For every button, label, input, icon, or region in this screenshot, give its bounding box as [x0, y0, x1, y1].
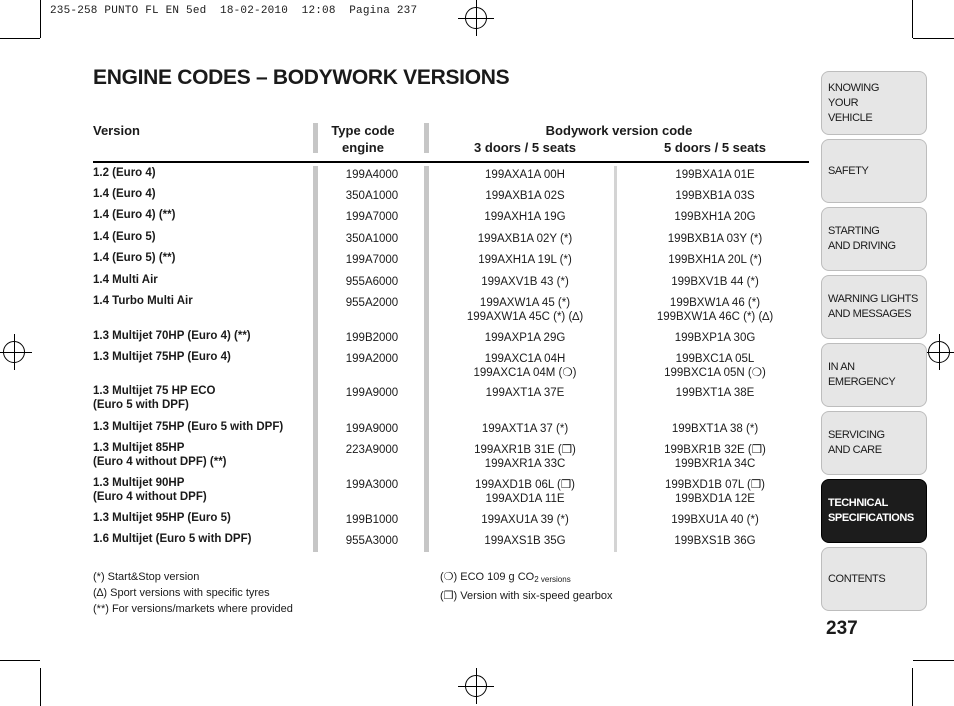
footnote-eco: (❍) ECO 109 g $CO_{2 versions}$ — [440, 571, 571, 584]
footnote-markets: (**) For versions/markets where provided — [93, 603, 293, 615]
print-header: 235-258 PUNTO FL EN 5ed 18-02-2010 12:08 Pagina 237 — [50, 5, 418, 17]
cell-version: 1.4 (Euro 5) — [93, 231, 156, 243]
cell-engine-code: 223A9000 — [345, 444, 399, 456]
registration-mark-left — [3, 341, 25, 363]
cell-engine-code: 350A1000 — [345, 233, 399, 245]
cell-version: 1.2 (Euro 4) — [93, 167, 156, 179]
header-rule — [93, 161, 809, 163]
crop-mark — [40, 0, 41, 38]
header-version: Version — [93, 123, 140, 138]
header-bodywork: Bodywork version code — [545, 123, 693, 138]
header-engine: engine — [342, 140, 384, 155]
crop-mark — [913, 660, 954, 661]
header-three-doors: 3 doors / 5 seats — [474, 140, 576, 155]
registration-mark-right — [928, 341, 950, 363]
column-separator — [424, 166, 429, 552]
cell-three-doors: 199AXB1A 02S — [485, 190, 565, 202]
sidebar-tab-label: WARNING LIGHTS AND MESSAGES — [828, 293, 918, 320]
cell-three-doors: 199AXT1A 37E — [485, 387, 565, 399]
cell-three-doors: 199AXH1A 19G — [484, 211, 566, 223]
cell-three-doors: 199AXR1B 31E (❒) 199AXR1A 33C — [474, 444, 576, 470]
column-separator — [424, 123, 429, 153]
cell-engine-code: 199A2000 — [345, 353, 399, 365]
cell-engine-code: 199B1000 — [345, 514, 399, 526]
sidebar-tab-label: CONTENTS — [828, 572, 886, 585]
footnote-start-stop: (*) Start&Stop version — [93, 571, 200, 583]
cell-version: 1.3 Multijet 95HP (Euro 5) — [93, 512, 231, 524]
crop-mark — [40, 668, 41, 706]
cell-three-doors: 199AXC1A 04H 199AXC1A 04M (❍) — [473, 353, 577, 379]
footnotes-left — [93, 569, 293, 617]
cell-three-doors: 199AXS1B 35G — [484, 535, 566, 547]
sidebar-tab-contents[interactable] — [821, 547, 927, 611]
column-separator — [313, 123, 318, 153]
cell-three-doors: 199AXB1A 02Y (*) — [477, 233, 573, 245]
cell-version: 1.4 (Euro 5) (**) — [93, 252, 176, 264]
sidebar-tab-starting-and-driving[interactable] — [821, 207, 927, 271]
cell-version: 1.4 Multi Air — [93, 274, 158, 286]
cell-version: 1.3 Multijet 75HP (Euro 5 with DPF) — [93, 421, 284, 433]
cell-five-doors: 199BXR1B 32E (❒) 199BXR1A 34C — [664, 444, 766, 470]
cell-version: 1.3 Multijet 90HP (Euro 4 without DPF) — [93, 477, 207, 503]
cell-five-doors: 199BXD1B 07L (❒) 199BXD1A 12E — [664, 479, 766, 505]
cell-five-doors: 199BXH1A 20L (*) — [668, 254, 762, 266]
crop-mark — [912, 0, 913, 38]
footnote-gearbox: (❒) Version with six-speed gearbox — [440, 590, 613, 602]
cell-three-doors: 199AXW1A 45 (*) 199AXW1A 45C (*) (∆) — [466, 297, 584, 323]
crop-mark — [912, 668, 913, 706]
cell-version: 1.3 Multijet 75 HP ECO (Euro 5 with DPF) — [93, 385, 216, 411]
cell-engine-code: 955A2000 — [345, 297, 399, 309]
cell-five-doors: 199BXV1B 44 (*) — [671, 276, 759, 288]
sidebar-tab-label: IN AN EMERGENCY — [828, 361, 896, 388]
cell-five-doors: 199BXC1A 05L 199BXC1A 05N (❍) — [664, 353, 766, 379]
header-five-doors: 5 doors / 5 seats — [664, 140, 766, 155]
cell-version: 1.6 Multijet (Euro 5 with DPF) — [93, 533, 252, 545]
cell-three-doors: 199AXH1A 19L (*) — [478, 254, 572, 266]
sidebar-tab-warning-lights-and-messages[interactable] — [821, 275, 927, 339]
registration-mark-bottom — [465, 675, 487, 697]
sidebar-tab-servicing-and-care[interactable] — [821, 411, 927, 475]
cell-engine-code: 955A3000 — [345, 535, 399, 547]
sidebar-tab-knowing-your-vehicle[interactable] — [821, 71, 927, 135]
sidebar-tab-label: STARTING AND DRIVING — [828, 225, 896, 252]
cell-engine-code: 199A9000 — [345, 423, 399, 435]
sidebar-tab-label: SAFETY — [828, 164, 869, 177]
cell-five-doors: 199BXS1B 36G — [674, 535, 756, 547]
cell-five-doors: 199BXT1A 38E — [675, 387, 755, 399]
cell-three-doors: 199AXP1A 29G — [484, 332, 566, 344]
cell-three-doors: 199AXU1A 39 (*) — [481, 514, 569, 526]
cell-engine-code: 199A3000 — [345, 479, 399, 491]
cell-five-doors: 199BXT1A 38 (*) — [671, 423, 759, 435]
cell-five-doors: 199BXB1A 03S — [675, 190, 755, 202]
sidebar-tab-in-an-emergency[interactable] — [821, 343, 927, 407]
cell-engine-code: 955A6000 — [345, 276, 399, 288]
cell-version: 1.3 Multijet 70HP (Euro 4) (**) — [93, 330, 251, 342]
cell-three-doors: 199AXA1A 00H — [485, 169, 565, 181]
cell-version: 1.4 Turbo Multi Air — [93, 295, 193, 307]
header-type-code: Type code — [331, 123, 395, 138]
sidebar-tab-safety[interactable] — [821, 139, 927, 203]
cell-five-doors: 199BXA1A 01E — [675, 169, 755, 181]
cell-engine-code: 199A9000 — [345, 387, 399, 399]
cell-three-doors: 199AXT1A 37 (*) — [481, 423, 569, 435]
cell-five-doors: 199BXP1A 30G — [674, 332, 756, 344]
cell-three-doors: 199AXV1B 43 (*) — [481, 276, 569, 288]
sidebar-tab-label: KNOWING YOUR VEHICLE — [828, 81, 879, 124]
cell-engine-code: 199B2000 — [345, 332, 399, 344]
crop-mark — [913, 38, 954, 39]
sidebar-tab-technical-specifications[interactable] — [821, 479, 927, 543]
page-number: 237 — [826, 618, 858, 639]
cell-five-doors: 199BXW1A 46 (*) 199BXW1A 46C (*) (∆) — [656, 297, 774, 323]
cell-three-doors: 199AXD1B 06L (❒) 199AXD1A 11E — [474, 479, 576, 505]
cell-version: 1.4 (Euro 4) (**) — [93, 209, 176, 221]
sidebar-tab-label: TECHNICAL SPECIFICATIONS — [828, 497, 914, 524]
cell-engine-code: 199A7000 — [345, 254, 399, 266]
crop-mark — [0, 38, 40, 39]
cell-five-doors: 199BXH1A 20G — [674, 211, 756, 223]
registration-mark-top — [465, 7, 487, 29]
cell-five-doors: 199BXB1A 03Y (*) — [667, 233, 763, 245]
cell-version: 1.3 Multijet 85HP (Euro 4 without DPF) (**) — [93, 442, 227, 468]
sidebar-tab-label: SERVICING AND CARE — [828, 429, 885, 456]
footnote-sport: (∆) Sport versions with specific tyres — [93, 587, 270, 599]
cell-version: 1.3 Multijet 75HP (Euro 4) — [93, 351, 231, 363]
cell-engine-code: 350A1000 — [345, 190, 399, 202]
footnotes-right — [440, 569, 613, 604]
cell-version: 1.4 (Euro 4) — [93, 188, 156, 200]
cell-engine-code: 199A7000 — [345, 211, 399, 223]
page-title: ENGINE CODES – BODYWORK VERSIONS — [93, 66, 510, 89]
crop-mark — [0, 660, 40, 661]
cell-engine-code: 199A4000 — [345, 169, 399, 181]
cell-five-doors: 199BXU1A 40 (*) — [671, 514, 759, 526]
